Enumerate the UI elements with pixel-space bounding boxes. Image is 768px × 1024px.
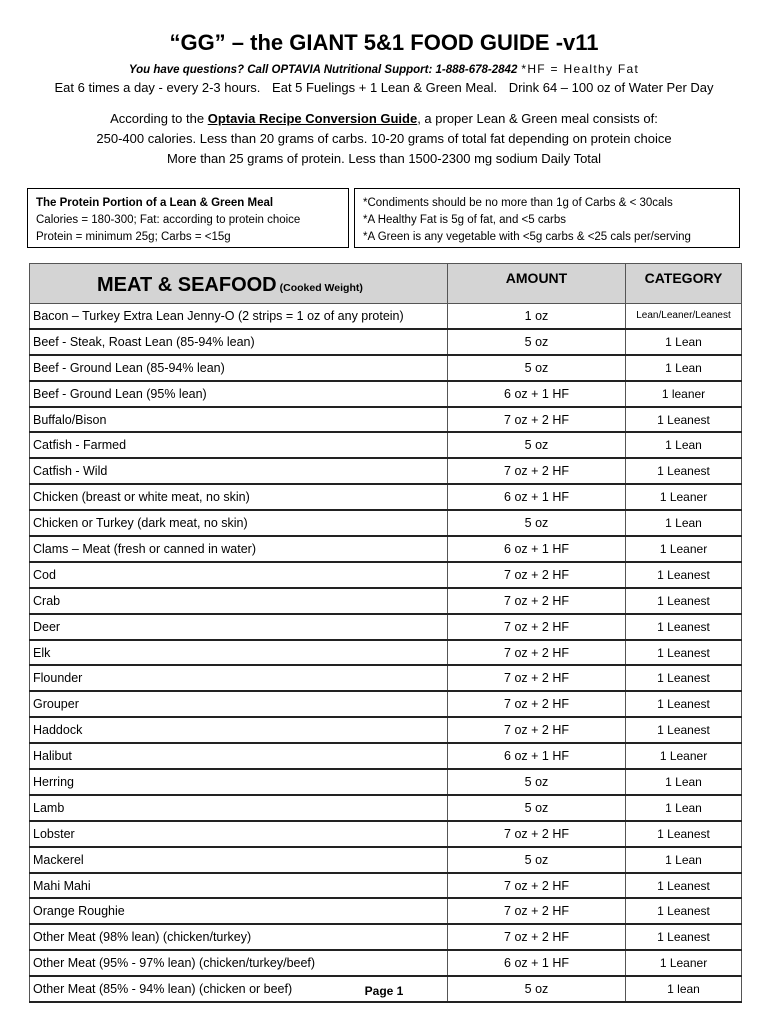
table-row xyxy=(30,950,742,976)
protein-portion-box xyxy=(27,188,349,248)
table-cell-category: 1 leaner xyxy=(626,381,742,407)
table-row xyxy=(30,898,742,924)
table-row xyxy=(30,873,742,899)
table-cell-category: 1 Leaner xyxy=(626,536,742,562)
table-cell-food-name: Grouper xyxy=(30,691,448,717)
table-row xyxy=(30,407,742,433)
table-cell-food-name: Lobster xyxy=(30,821,448,847)
table-cell-food-name: Herring xyxy=(30,769,448,795)
table-row xyxy=(30,381,742,407)
table-cell-category: 1 Lean xyxy=(626,847,742,873)
table-cell-category: 1 Leanest xyxy=(626,588,742,614)
table-cell-amount: 7 oz + 2 HF xyxy=(448,588,626,614)
table-cell-amount: 7 oz + 2 HF xyxy=(448,407,626,433)
table-cell-category: 1 Leaner xyxy=(626,743,742,769)
protein-box-line-1: Calories = 180-300; Fat: according to protein choice xyxy=(36,214,301,226)
table-cell-food-name: Bacon – Turkey Extra Lean Jenny-O (2 strips = 1 oz of any protein) xyxy=(30,304,448,329)
table-cell-category: 1 Leanest xyxy=(626,924,742,950)
table-cell-category: 1 Leanest xyxy=(626,821,742,847)
table-row xyxy=(30,355,742,381)
table-cell-category: 1 Leanest xyxy=(626,873,742,899)
table-cell-amount: 5 oz xyxy=(448,976,626,1002)
table-row xyxy=(30,821,742,847)
table-cell-category: 1 Leanest xyxy=(626,665,742,691)
table-cell-food-name: Other Meat (85% - 94% lean) (chicken or beef) xyxy=(30,976,448,1002)
healthy-fat-definition: *A Healthy Fat is 5g of fat, and <5 carbs xyxy=(363,214,566,226)
table-cell-amount: 7 oz + 2 HF xyxy=(448,924,626,950)
table-cell-amount: 5 oz xyxy=(448,769,626,795)
table-cell-category: 1 lean xyxy=(626,976,742,1002)
table-body xyxy=(30,304,742,1003)
table-row xyxy=(30,304,742,329)
condiments-note: *Condiments should be no more than 1g of Carbs & < 30cals xyxy=(363,197,673,209)
table-cell-amount: 7 oz + 2 HF xyxy=(448,717,626,743)
table-cell-food-name: Mackerel xyxy=(30,847,448,873)
table-cell-category: Lean/Leaner/Leanest xyxy=(626,304,742,329)
protein-box-title: The Protein Portion of a Lean & Green Meal xyxy=(36,197,274,209)
table-cell-food-name: Halibut xyxy=(30,743,448,769)
table-cell-amount: 5 oz xyxy=(448,432,626,458)
table-cell-food-name: Other Meat (95% - 97% lean) (chicken/turkey/beef) xyxy=(30,950,448,976)
table-cell-food-name: Haddock xyxy=(30,717,448,743)
table-row xyxy=(30,562,742,588)
table-cell-amount: 6 oz + 1 HF xyxy=(448,381,626,407)
healthy-fat-note: *HF = Healthy Fat xyxy=(521,62,640,76)
table-cell-amount: 7 oz + 2 HF xyxy=(448,665,626,691)
notes-box xyxy=(354,188,740,248)
category-header: CATEGORY xyxy=(626,264,742,304)
table-cell-category: 1 Lean xyxy=(626,795,742,821)
table-cell-amount: 5 oz xyxy=(448,329,626,355)
table-cell-category: 1 Leanest xyxy=(626,691,742,717)
eat-times-text: Eat 6 times a day - every 2-3 hours. xyxy=(54,80,261,95)
table-cell-amount: 6 oz + 1 HF xyxy=(448,950,626,976)
table-cell-amount: 5 oz xyxy=(448,847,626,873)
table-row xyxy=(30,484,742,510)
table-row xyxy=(30,510,742,536)
table-cell-amount: 5 oz xyxy=(448,510,626,536)
water-text: Drink 64 – 100 oz of Water Per Day xyxy=(508,80,714,95)
table-cell-category: 1 Lean xyxy=(626,355,742,381)
cooked-weight-label: (Cooked Weight) xyxy=(279,281,363,294)
table-cell-amount: 7 oz + 2 HF xyxy=(448,640,626,666)
intro-line-3: More than 25 grams of protein. Less than 1500-2300 mg sodium Daily Total xyxy=(166,151,602,166)
table-cell-food-name: Cod xyxy=(30,562,448,588)
table-cell-category: 1 Leanest xyxy=(626,458,742,484)
table-cell-amount: 6 oz + 1 HF xyxy=(448,484,626,510)
table-cell-food-name: Chicken or Turkey (dark meat, no skin) xyxy=(30,510,448,536)
recipe-conversion-guide-link[interactable]: Optavia Recipe Conversion Guide xyxy=(207,111,418,126)
table-row xyxy=(30,458,742,484)
fuelings-text: Eat 5 Fuelings + 1 Lean & Green Meal. xyxy=(272,80,498,95)
support-phone-text: You have questions? Call OPTAVIA Nutritional Support: 1-888-678-2842 xyxy=(128,64,518,76)
intro-paragraph xyxy=(0,109,768,169)
green-definition: *A Green is any vegetable with <5g carbs & <25 cals per/serving xyxy=(363,231,691,243)
table-cell-amount: 7 oz + 2 HF xyxy=(448,614,626,640)
daily-guidance xyxy=(0,80,768,96)
amount-header: AMOUNT xyxy=(448,264,626,304)
table-cell-amount: 5 oz xyxy=(448,795,626,821)
table-cell-food-name: Orange Roughie xyxy=(30,898,448,924)
table-row xyxy=(30,743,742,769)
page-title: “GG” – the GIANT 5&1 FOOD GUIDE -v11 xyxy=(169,30,599,55)
contact-line xyxy=(0,62,768,78)
table-cell-food-name: Catfish - Wild xyxy=(30,458,448,484)
table-cell-food-name: Beef - Ground Lean (85-94% lean) xyxy=(30,355,448,381)
table-row xyxy=(30,795,742,821)
table-cell-amount: 6 oz + 1 HF xyxy=(448,743,626,769)
table-cell-category: 1 Leanest xyxy=(626,407,742,433)
intro-prefix: According to the xyxy=(110,111,208,126)
table-cell-category: 1 Leanest xyxy=(626,614,742,640)
table-row xyxy=(30,536,742,562)
table-row xyxy=(30,924,742,950)
table-cell-food-name: Other Meat (98% lean) (chicken/turkey) xyxy=(30,924,448,950)
table-cell-food-name: Mahi Mahi xyxy=(30,873,448,899)
table-cell-amount: 7 oz + 2 HF xyxy=(448,821,626,847)
table-cell-category: 1 Lean xyxy=(626,329,742,355)
meat-seafood-header-label: MEAT & SEAFOOD xyxy=(97,273,277,296)
table-cell-food-name: Deer xyxy=(30,614,448,640)
table-cell-food-name: Clams – Meat (fresh or canned in water) xyxy=(30,536,448,562)
page-number: Page 1 xyxy=(364,984,404,998)
intro-suffix: , a proper Lean & Green meal consists of: xyxy=(417,111,658,126)
table-cell-category: 1 Leanest xyxy=(626,898,742,924)
table-cell-category: 1 Leaner xyxy=(626,484,742,510)
table-cell-amount: 7 oz + 2 HF xyxy=(448,873,626,899)
table-row xyxy=(30,691,742,717)
table-cell-category: 1 Leaner xyxy=(626,950,742,976)
table-cell-amount: 1 oz xyxy=(448,304,626,329)
table-header-row xyxy=(30,264,742,304)
table-cell-amount: 6 oz + 1 HF xyxy=(448,536,626,562)
table-cell-category: 1 Lean xyxy=(626,769,742,795)
table-cell-food-name: Beef - Ground Lean (95% lean) xyxy=(30,381,448,407)
table-cell-category: 1 Lean xyxy=(626,510,742,536)
table-row xyxy=(30,665,742,691)
table-row xyxy=(30,588,742,614)
meat-seafood-header xyxy=(30,264,448,304)
table-cell-category: 1 Lean xyxy=(626,432,742,458)
table-row xyxy=(30,614,742,640)
table-cell-amount: 7 oz + 2 HF xyxy=(448,691,626,717)
table-cell-amount: 7 oz + 2 HF xyxy=(448,898,626,924)
protein-box-line-2: Protein = minimum 25g; Carbs = <15g xyxy=(36,231,231,243)
table-cell-food-name: Crab xyxy=(30,588,448,614)
table-cell-food-name: Beef - Steak, Roast Lean (85-94% lean) xyxy=(30,329,448,355)
table-row xyxy=(30,640,742,666)
table-row xyxy=(30,329,742,355)
table-cell-category: 1 Leanest xyxy=(626,640,742,666)
table-cell-food-name: Flounder xyxy=(30,665,448,691)
table-row xyxy=(30,717,742,743)
table-cell-amount: 7 oz + 2 HF xyxy=(448,562,626,588)
table-row xyxy=(30,847,742,873)
table-row xyxy=(30,432,742,458)
table-cell-food-name: Elk xyxy=(30,640,448,666)
table-cell-category: 1 Leanest xyxy=(626,562,742,588)
table-cell-amount: 7 oz + 2 HF xyxy=(448,458,626,484)
table-cell-food-name: Lamb xyxy=(30,795,448,821)
intro-line-2: 250-400 calories. Less than 20 grams of carbs. 10-20 grams of total fat depending on protein choice xyxy=(96,131,672,146)
table-cell-category: 1 Leanest xyxy=(626,717,742,743)
table-cell-food-name: Buffalo/Bison xyxy=(30,407,448,433)
meat-seafood-table xyxy=(29,263,742,1003)
table-cell-food-name: Chicken (breast or white meat, no skin) xyxy=(30,484,448,510)
table-cell-food-name: Catfish - Farmed xyxy=(30,432,448,458)
table-row xyxy=(30,769,742,795)
intro-line-1 xyxy=(0,109,768,129)
table-cell-amount: 5 oz xyxy=(448,355,626,381)
